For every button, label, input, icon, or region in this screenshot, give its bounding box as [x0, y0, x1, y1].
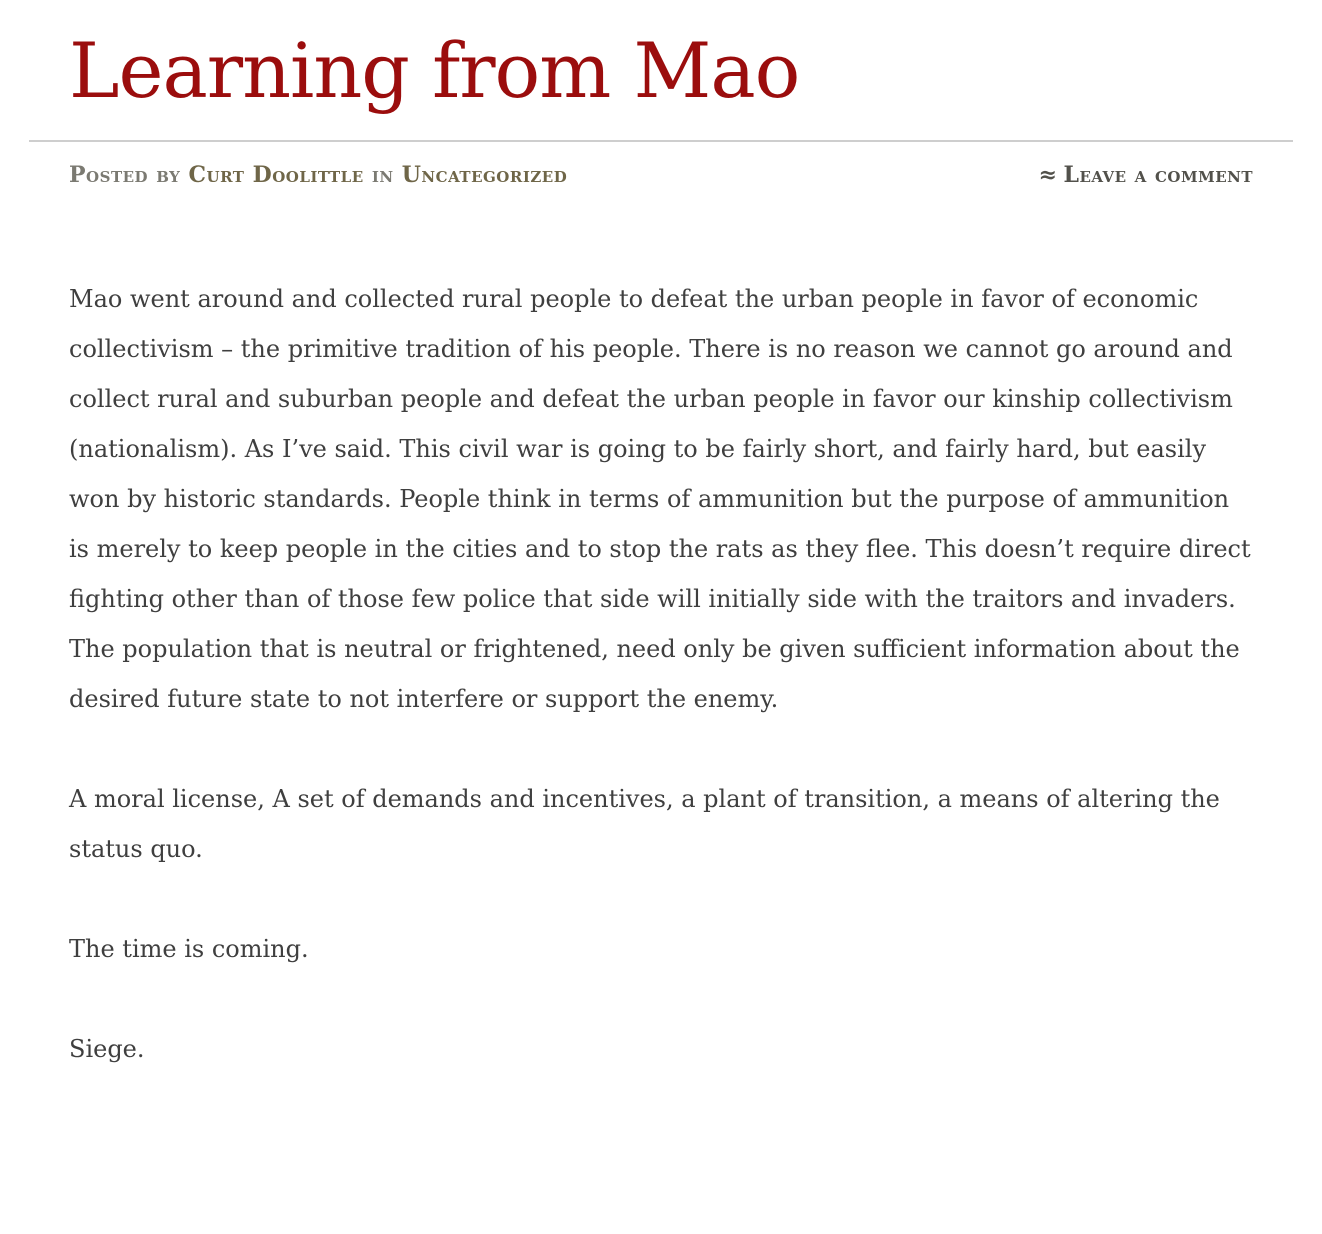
post-meta: [69, 162, 1253, 188]
page-title: Learning from Mao: [69, 26, 800, 115]
leave-a-comment-label: Leave a comment: [1063, 161, 1253, 188]
post-paragraph: Siege.: [69, 1034, 145, 1063]
approx-icon: ≈: [1038, 161, 1058, 188]
post-content: [69, 274, 1253, 1074]
post-paragraph: A moral license, A set of demands and incentives, a plant of transition, a means of altering the status quo.: [69, 784, 1220, 863]
in-label: in: [371, 161, 394, 188]
author-link[interactable]: Curt Doolittle: [188, 161, 364, 188]
header-divider: [29, 140, 1293, 142]
category-link[interactable]: Uncategorized: [401, 161, 568, 188]
byline: [69, 162, 567, 188]
post-page: [29, 26, 1293, 1074]
post-paragraph: Mao went around and collected rural people to defeat the urban people in favor of economic collectivism – the primitive tradition of his people. There is no reason we cannot go around and collect rural and suburban people and defeat the urban people in favor our kinship collectivism (nationalism). As I’ve said. This civil war is going to be fairly short, and fairly hard, but easily won by historic standards. People think in terms of ammunition but the purpose of ammunition is merely to keep people in the cities and to stop the rats as they flee. This doesn’t require direct fighting other than of those few police that side will initially side with the traitors and invaders. The population that is neutral or frightened, need only be given sufficient information about the desired future state to not interfere or support the enemy.: [69, 284, 1251, 713]
leave-a-comment-link[interactable]: [1039, 162, 1253, 188]
posted-by-label: Posted by: [69, 161, 181, 188]
post-paragraph: The time is coming.: [69, 934, 309, 963]
